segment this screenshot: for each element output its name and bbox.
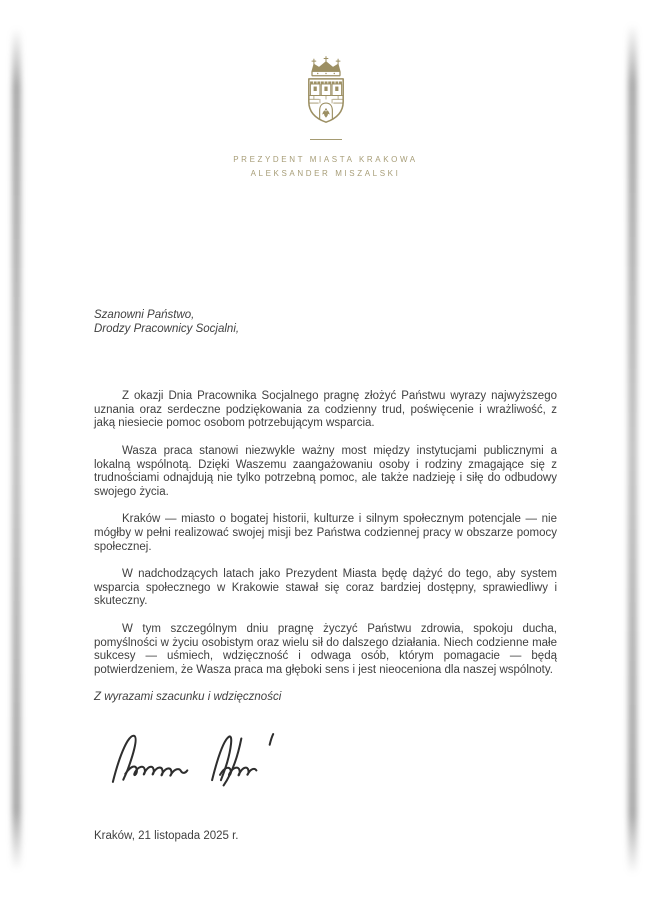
letterhead-office-title: PREZYDENT MIASTA KRAKOWA bbox=[233, 155, 418, 164]
paragraph-5: W tym szczególnym dniu pragnę życzyć Państwu zdrowia, spokoju ducha, pomyślności w życiu osobistym oraz wielu sił do dalszego działania. Niech codzienne małe sukcesy — uśmiech, wdzięczność i odwaga osób, którym pomagacie — będą potwierdzeniem, że Wasza praca ma głęboki sens i jest nieoceniona dla naszej wspólnoty. bbox=[94, 622, 557, 676]
letterhead-divider bbox=[310, 139, 342, 140]
paragraph-2: Wasza praca stanowi niezwykle ważny most między instytucjami publicznymi a lokalną wspólnotą. Dzięki Waszemu zaangażowaniu osoby i rodziny zmagające się z trudnościami odnajdują nie tylko potrzebną pomoc, ale także nadzieję i siłę do odbudowy swojego życia. bbox=[94, 444, 557, 498]
paragraph-1: Z okazji Dnia Pracownika Socjalnego pragnę złożyć Państwu wyrazy najwyższego uznania oraz serdeczne podziękowania za codzienny trud, poświęcenie i wrażliwość, z jaką niesiecie pomoc osobom potrzebującym wsparcia. bbox=[94, 390, 557, 430]
salutation-line-1: Szanowni Państwo, bbox=[94, 309, 195, 321]
paragraph-3: Kraków — miasto o bogatej historii, kulturze i silnym społecznym potencjale — nie mógłby w pełni realizować swojej misji bez Państwa codziennej pracy w obszarze pomocy społecznej. bbox=[94, 513, 557, 553]
date-place-line: Kraków, 21 listopada 2025 r. bbox=[94, 829, 239, 842]
paragraph-4: W nadchodzących latach jako Prezydent Miasta będę dążyć do tego, aby system wsparcia społecznego w Krakowie stawał się coraz bardziej dostępny, sprawiedliwy i skuteczny. bbox=[94, 568, 557, 608]
krakow-coat-of-arms-icon bbox=[294, 56, 358, 126]
handwritten-signature-icon bbox=[100, 727, 310, 789]
signature-block bbox=[100, 727, 557, 794]
letterhead bbox=[94, 56, 557, 181]
letterhead-person-name: ALEKSANDER MISZALSKI bbox=[250, 169, 401, 178]
salutation bbox=[94, 309, 557, 336]
salutation-line-2: Drodzy Pracownicy Socjalni, bbox=[94, 322, 240, 335]
letter-body bbox=[94, 309, 557, 843]
closing-line: Z wyrazami szacunku i wdzięczności bbox=[94, 691, 282, 704]
